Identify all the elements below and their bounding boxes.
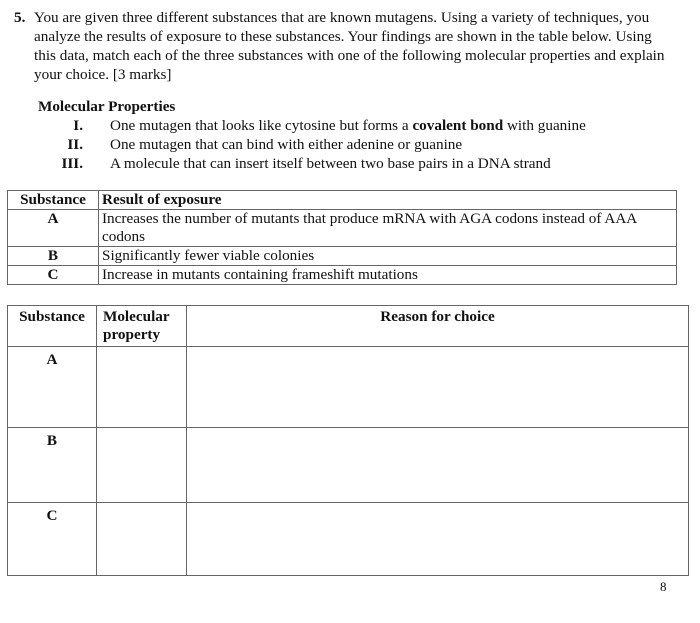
substance-cell: C	[8, 266, 99, 285]
property-item	[38, 154, 678, 173]
property-item	[38, 116, 678, 135]
page-number: 8	[660, 579, 667, 594]
substance-cell: A	[8, 347, 97, 428]
table-row	[8, 266, 677, 285]
table-row	[8, 210, 677, 247]
table-row	[8, 347, 689, 428]
properties-heading: Molecular Properties	[38, 98, 176, 115]
answer-header-property: Molecular property	[97, 306, 187, 347]
answer-header-reason: Reason for choice	[187, 306, 689, 347]
substance-cell: B	[8, 428, 97, 503]
results-table	[7, 190, 677, 285]
property-text: One mutagen that looks like cytosine but forms a covalent bond with guanine	[110, 117, 586, 134]
reason-answer-cell[interactable]	[187, 347, 689, 428]
result-cell: Significantly fewer viable colonies	[99, 247, 677, 266]
property-numeral: II.	[67, 136, 83, 153]
result-cell: Increase in mutants containing frameshift mutations	[99, 266, 677, 285]
table-row	[8, 503, 689, 576]
answer-header-substance: Substance	[8, 306, 97, 347]
property-answer-cell[interactable]	[97, 503, 187, 576]
results-header-row	[8, 191, 677, 210]
table-row	[8, 428, 689, 503]
result-cell: Increases the number of mutants that produce mRNA with AGA codons instead of AAA codons	[99, 210, 677, 247]
question-block	[14, 8, 674, 84]
property-item	[38, 135, 678, 154]
molecular-properties	[38, 97, 678, 173]
property-text: A molecule that can insert itself between two base pairs in a DNA strand	[110, 155, 551, 172]
table-row	[8, 247, 677, 266]
property-answer-cell[interactable]	[97, 428, 187, 503]
substance-cell: B	[8, 247, 99, 266]
reason-answer-cell[interactable]	[187, 428, 689, 503]
question-number: 5.	[14, 9, 26, 26]
results-header-result: Result of exposure	[99, 191, 677, 210]
reason-answer-cell[interactable]	[187, 503, 689, 576]
property-numeral: I.	[73, 117, 83, 134]
answer-header-row	[8, 306, 689, 347]
results-header-substance: Substance	[8, 191, 99, 210]
question-text: You are given three different substances that are known mutagens. Using a variety of techniques, you analyze the results of exposure to these substances. Your findings are shown in the table below. Using this data, match each of the three substances with one of the following molecular properties and explain your choice. [3 marks]	[34, 9, 665, 83]
property-answer-cell[interactable]	[97, 347, 187, 428]
property-text: One mutagen that can bind with either adenine or guanine	[110, 136, 463, 153]
property-numeral: III.	[61, 155, 83, 172]
substance-cell: A	[8, 210, 99, 247]
answer-table	[7, 305, 689, 576]
substance-cell: C	[8, 503, 97, 576]
